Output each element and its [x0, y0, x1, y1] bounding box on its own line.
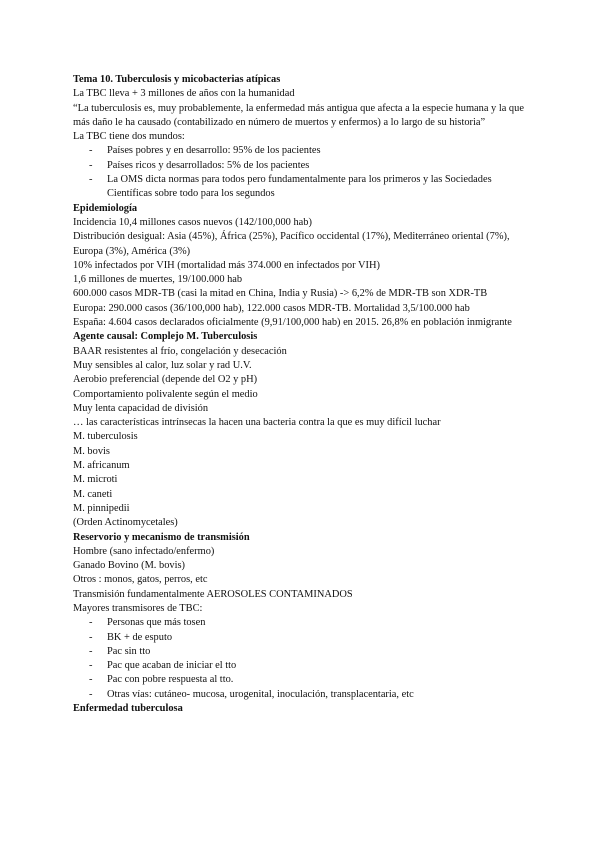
list-item: - Pac que acaban de iniciar el tto — [73, 659, 533, 673]
text-line: España: 4.604 casos declarados oficialmente (9,91/100,000 hab) en 2015. 26,8% en población inmigrante — [73, 317, 512, 329]
text-line: Distribución desigual: Asia (45%), África (25%), Pacífico occidental (17%), Mediterráneo oriental (7%), Europa (3%), América (3%) — [73, 231, 510, 257]
intro-line: La TBC lleva + 3 millones de años con la humanidad — [73, 88, 295, 100]
transmisores-list — [73, 616, 533, 702]
text-line: 600.000 casos MDR-TB (casi la mitad en China, India y Rusia) -> 6,2% de MDR-TB son XDR-TB — [73, 288, 488, 300]
text-line: Ganado Bovino (M. bovis) — [73, 560, 185, 572]
species-item: M. bovis — [73, 445, 110, 457]
document-title: Tema 10. Tuberculosis y micobacterias atípicas — [73, 74, 281, 85]
text-line: 1,6 millones de muertes, 19/100.000 hab — [73, 274, 243, 286]
text-line: Europa: 290.000 casos (36/100,000 hab), 122.000 casos MDR-TB. Mortalidad 3,5/100.000 hab — [73, 302, 470, 314]
text-line: BAAR resistentes al frío, congelación y desecación — [73, 345, 287, 357]
text-line: … las características intrínsecas la hacen una bacteria contra la que es muy difícil luchar — [73, 417, 441, 429]
species-item: M. africanum — [73, 460, 130, 472]
list-item: - Personas que más tosen — [73, 616, 533, 630]
species-item: M. tuberculosis — [73, 431, 138, 443]
list-item: - Pac sin tto — [73, 645, 533, 659]
text-line: Mayores transmisores de TBC: — [73, 602, 203, 614]
document-body — [73, 73, 533, 716]
text-line: Incidencia 10,4 millones casos nuevos (142/100,000 hab) — [73, 216, 312, 228]
intro-quote: “La tuberculosis es, muy probablemente, la enfermedad más antigua que afecta a la especie humana y la que más daño le ha causado (contabilizado en número de muertos y enfermos) a lo largo de su historia” — [73, 102, 524, 128]
section-heading-reservorio: Reservorio y mecanismo de transmisión — [73, 531, 250, 543]
text-line: Hombre (sano infectado/enfermo) — [73, 545, 215, 557]
text-line: 10% infectados por VIH (mortalidad más 374.000 en infectados por VIH) — [73, 259, 380, 271]
species-item: M. caneti — [73, 488, 113, 500]
section-heading-agente: Agente causal: Complejo M. Tuberculosis — [73, 331, 258, 343]
species-item: M. microti — [73, 474, 118, 486]
text-line: Otros : monos, gatos, perros, etc — [73, 574, 208, 586]
list-item: - Otras vías: cutáneo- mucosa, urogenital, inoculación, transplacentaria, etc — [73, 688, 533, 702]
text-line: (Orden Actinomycetales) — [73, 517, 178, 529]
mundos-list — [73, 144, 533, 201]
list-item: - Pac con pobre respuesta al tto. — [73, 673, 533, 687]
list-item: - BK + de esputo — [73, 631, 533, 645]
text-line: Transmisión fundamentalmente AEROSOLES CONTAMINADOS — [73, 588, 353, 600]
species-item: M. pinnipedii — [73, 502, 130, 514]
text-line: Muy lenta capacidad de división — [73, 402, 209, 414]
text-line: Aerobio preferencial (depende del O2 y pH) — [73, 374, 258, 386]
list-item: - Países ricos y desarrollados: 5% de los pacientes — [73, 159, 533, 173]
list-item: - Países pobres y en desarrollo: 95% de los pacientes — [73, 144, 533, 158]
section-heading-epidemiologia: Epidemiología — [73, 202, 138, 214]
section-heading-enfermedad: Enfermedad tuberculosa — [73, 703, 183, 715]
list-item: - La OMS dicta normas para todos pero fundamentalmente para los primeros y las Sociedades Científicas sobre todo para los segundos — [73, 173, 533, 202]
text-line: Comportamiento polivalente según el medio — [73, 388, 258, 400]
intro-line: La TBC tiene dos mundos: — [73, 131, 185, 143]
text-line: Muy sensibles al calor, luz solar y rad U.V. — [73, 359, 252, 371]
